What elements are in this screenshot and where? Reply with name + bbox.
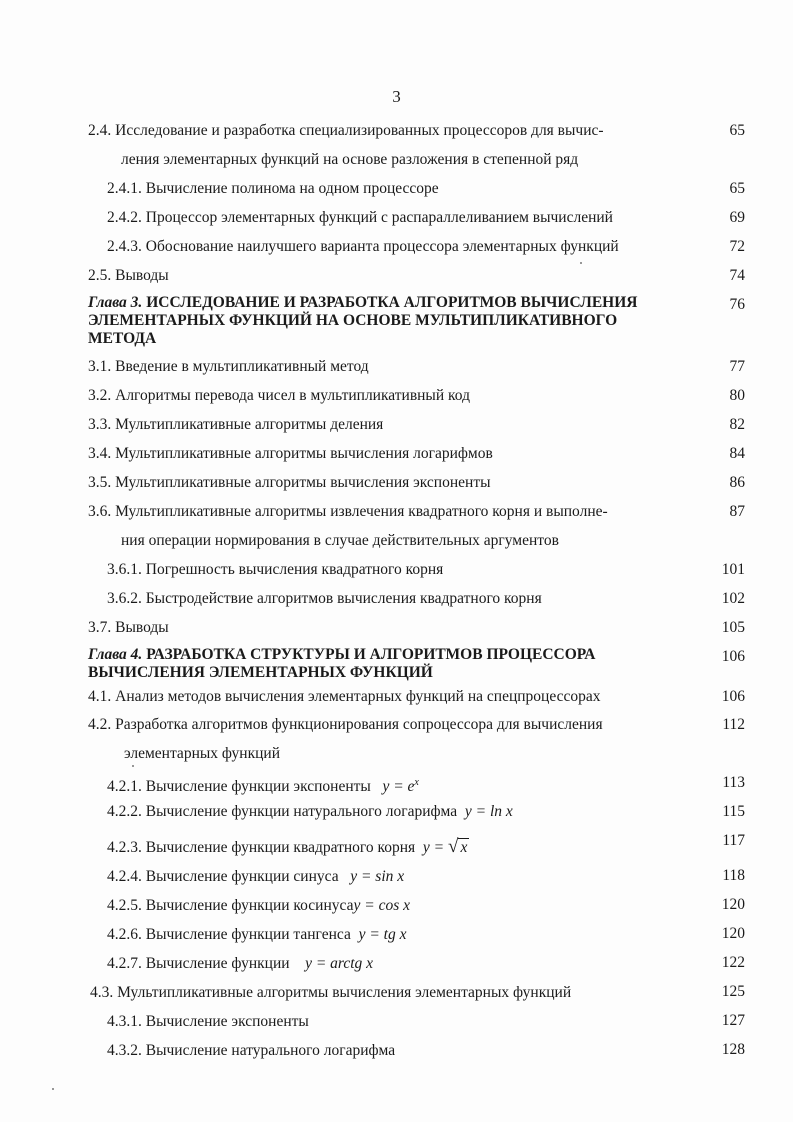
toc-entry-2-5: 2.5. Выводы: [88, 267, 169, 284]
formula: y = arctg x: [305, 955, 374, 972]
toc-entry-4-2-7: [107, 955, 373, 972]
toc-entry-3-6: 3.6. Мультипликативные алгоритмы извлечения квадратного корня и выполне-: [88, 503, 608, 520]
chapter-3-heading: [88, 294, 688, 348]
formula: y =: [422, 839, 445, 856]
formula: y = ln x: [464, 803, 513, 820]
formula-sup: x: [414, 777, 419, 788]
entry-text: 4.2.2. Вычисление функции натурального логарифма: [107, 803, 458, 820]
toc-entry-4-2: 4.2. Разработка алгоритмов функционирования сопроцессора для вычисления: [88, 716, 603, 733]
page-number: 3: [392, 87, 401, 106]
toc-entry-4-3-2: 4.3.2. Вычисление натурального логарифма: [107, 1042, 396, 1059]
toc-page: 82: [729, 416, 745, 433]
toc-entry-4-2-3: [107, 838, 469, 856]
scan-speck: [52, 1088, 54, 1090]
toc-entry-2-4-2: 2.4.2. Процессор элементарных функций с распараллеливанием вычислений: [107, 209, 613, 226]
entry-text: 4.2.5. Вычисление функции косинуса: [107, 897, 354, 914]
toc-page: 65: [729, 180, 745, 197]
toc-page: 113: [722, 774, 745, 791]
toc-page: 86: [729, 474, 745, 491]
entry-text: 4.2.6. Вычисление функции тангенса: [107, 926, 351, 943]
chapter-4-lead: Глава 4.: [88, 646, 143, 663]
toc-entry-3-7: 3.7. Выводы: [88, 619, 169, 636]
toc-page: 120: [721, 925, 745, 942]
toc-entry-3-6-1: 3.6.1. Погрешность вычисления квадратного корня: [107, 561, 444, 578]
toc-entry-3-4: 3.4. Мультипликативные алгоритмы вычисления логарифмов: [88, 445, 493, 462]
toc-entry-2-4-1: 2.4.1. Вычисление полинома на одном процессоре: [107, 180, 439, 197]
scan-speck: [132, 765, 134, 767]
chapter-4-heading: [88, 646, 688, 682]
toc-page: 80: [729, 387, 745, 404]
toc-entry-2-4: 2.4. Исследование и разработка специализированных процессоров для вычис-: [88, 122, 604, 139]
toc-entry-3-6-cont: ния операции нормирования в случае действительных аргументов: [121, 532, 559, 549]
chapter-3-title: ИССЛЕДОВАНИЕ И РАЗРАБОТКА АЛГОРИТМОВ ВЫЧИСЛЕНИЯ ЭЛЕМЕНТАРНЫХ ФУНКЦИЙ НА ОСНОВЕ МУЛЬТИПЛИКАТИВНОГО МЕТОДА: [88, 294, 638, 347]
entry-text: 4.2.7. Вычисление функции: [107, 955, 290, 972]
formula: y = sin x: [350, 868, 405, 885]
toc-page: 77: [729, 358, 745, 375]
toc-page: 65: [729, 122, 745, 139]
scan-speck: [580, 262, 582, 264]
toc-entry-3-3: 3.3. Мультипликативные алгоритмы деления: [88, 416, 384, 433]
toc-entry-3-2: 3.2. Алгоритмы перевода чисел в мультипликативный код: [88, 387, 470, 404]
toc-page: 69: [729, 209, 745, 226]
toc-entry-4-2-2: [107, 803, 513, 820]
toc-entry-4-1: 4.1. Анализ методов вычисления элементарных функций на спецпроцессорах: [88, 688, 601, 705]
toc-entry-2-4-3: 2.4.3. Обоснование наилучшего варианта процессора элементарных функций: [107, 238, 619, 255]
toc-page: 117: [722, 832, 745, 849]
toc-page: 105: [721, 619, 745, 636]
toc-page: 106: [721, 648, 745, 665]
entry-text: 4.2.1. Вычисление функции экспоненты: [107, 778, 371, 796]
toc-page: 102: [721, 590, 745, 607]
entry-text: 4.2.3. Вычисление функции квадратного корня: [107, 839, 416, 856]
toc-page: 128: [721, 1041, 745, 1058]
toc-page: 115: [722, 803, 745, 820]
toc-entry-2-4-cont: ления элементарных функций на основе разложения в степенной ряд: [121, 151, 579, 168]
toc-page: 84: [729, 445, 745, 462]
toc-entry-4-2-1: [107, 774, 419, 795]
chapter-3-lead: Глава 3.: [88, 294, 143, 311]
toc-entry-4-3: 4.3. Мультипликативные алгоритмы вычисления элементарных функций: [90, 984, 572, 1001]
root-arg: x: [460, 839, 468, 856]
formula: y = e: [382, 778, 415, 796]
toc-page: 120: [721, 896, 745, 913]
toc-entry-4-2-5: [107, 897, 410, 914]
toc-page: 101: [721, 561, 745, 578]
toc-entry-3-1: 3.1. Введение в мультипликативный метод: [88, 358, 369, 375]
toc-page: 74: [729, 267, 745, 284]
toc-page: 112: [722, 716, 745, 733]
chapter-4-title: РАЗРАБОТКА СТРУКТУРЫ И АЛГОРИТМОВ ПРОЦЕССОРА ВЫЧИСЛЕНИЯ ЭЛЕМЕНТАРНЫХ ФУНКЦИЙ: [88, 646, 596, 681]
toc-entry-3-6-2: 3.6.2. Быстродействие алгоритмов вычисления квадратного корня: [107, 590, 542, 607]
toc-page: 122: [721, 954, 745, 971]
entry-text: 4.2.4. Вычисление функции синуса: [107, 868, 339, 885]
toc-page: 118: [722, 867, 745, 884]
toc-page: 72: [729, 238, 745, 255]
toc-page: 106: [721, 688, 745, 705]
toc-entry-4-3-1: 4.3.1. Вычисление экспоненты: [107, 1013, 309, 1030]
toc-page: 127: [721, 1012, 745, 1029]
toc-entry-4-2-4: [107, 868, 404, 885]
formula: y = cos x: [353, 897, 410, 914]
square-root: √ x: [448, 836, 468, 857]
toc-entry-4-2-6: [107, 926, 407, 943]
toc-entry-3-5: 3.5. Мультипликативные алгоритмы вычисления экспоненты: [88, 474, 491, 491]
formula: y = tg x: [358, 926, 407, 943]
toc-entry-4-2-cont: элементарных функций: [124, 745, 281, 762]
toc-page: 76: [729, 296, 745, 313]
toc-page: 125: [721, 983, 745, 1000]
toc-page: 87: [729, 503, 745, 520]
